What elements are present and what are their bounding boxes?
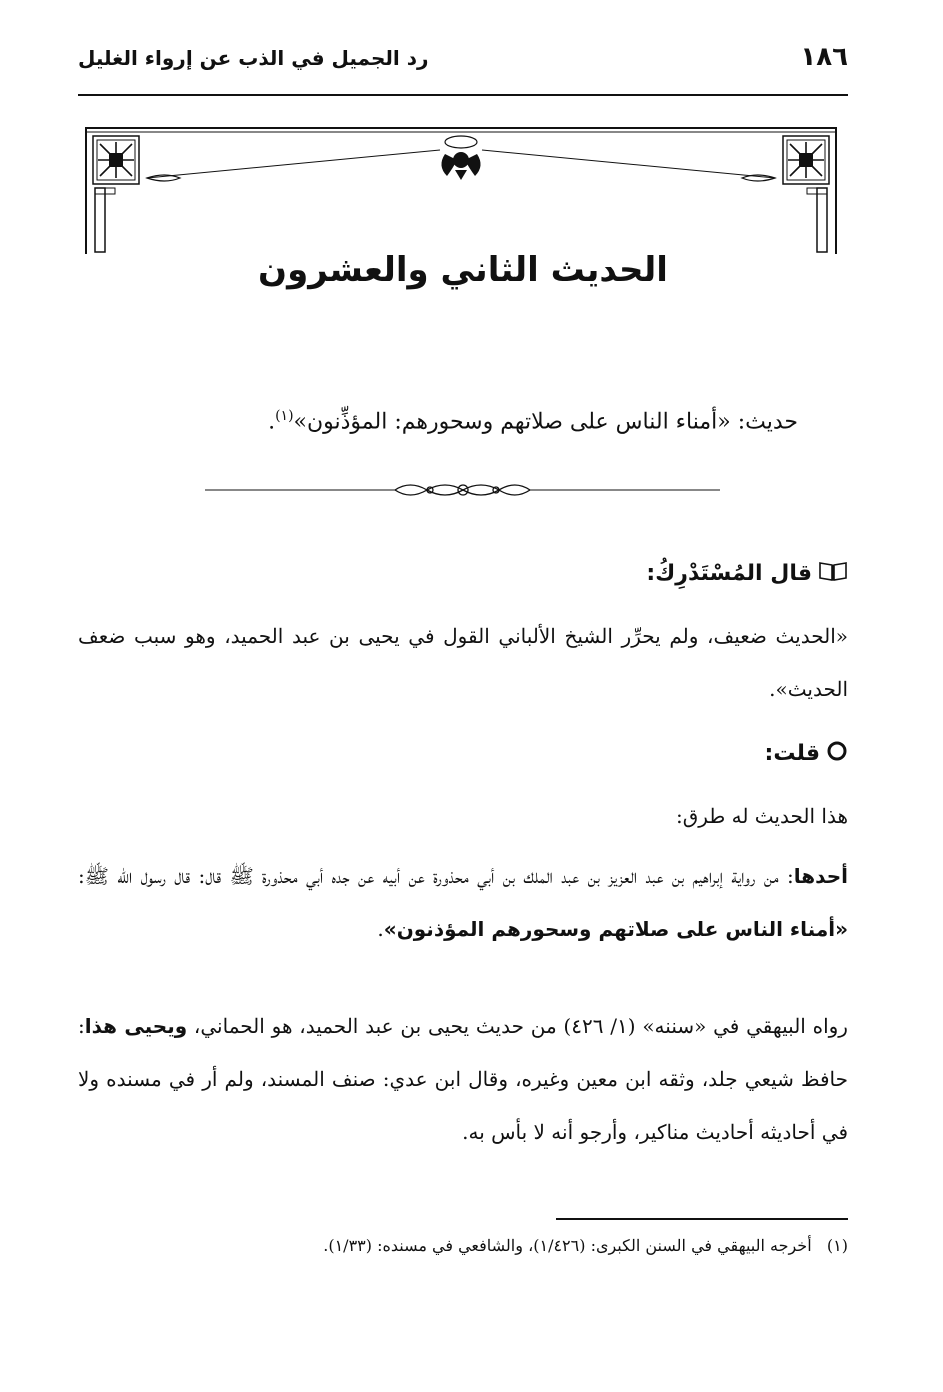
chapter-title: الحديث الثاني والعشرون [258,250,668,290]
footnote-ref[interactable]: (١) [275,408,294,424]
mustadrik-heading [78,560,848,588]
mustadrik-quote: «الحديث ضعيف، ولم يحرِّر الشيخ الألباني القول في يحيى بن عبد الحميد، وهو سبب ضعف الحديث». [78,624,848,701]
qultu-heading [78,740,848,768]
riwaya-text-start: رواه البيهقي في «سننه» (١/ ٤٢٦) من حديث يحيى بن عبد الحميد، هو الحماني، [187,1014,848,1038]
qultu-label: قلت: [764,741,820,766]
ornamental-frame-icon [85,126,837,256]
first-route-end: . [377,917,384,941]
qultu-intro: هذا الحديث له طرق: [676,804,848,828]
open-book-icon [818,560,848,588]
footnote-number: (١) [826,1236,848,1255]
footnote-rule [556,1218,848,1220]
mustadrik-label: قال المُسْتَدْرِكُ: [646,561,812,586]
hadith-quote: حديث: «أمناء الناس على صلاتهم وسحورهم: المؤذِّنون» [293,409,798,435]
riwaya-paragraph [78,1000,848,1159]
footnote-text: أخرجه البيهقي في السنن الكبرى: (١/٤٢٦)، والشافعي في مسنده: (١/٣٣). [323,1236,812,1255]
circle-bullet-icon [826,740,848,768]
ornamental-divider-icon [205,477,720,503]
first-route-quote: «أمناء الناس على صلاتهم وسحورهم المؤذنون» [383,917,848,941]
riwaya-text-end: : حافظ شيعي جلد، وثقه ابن معين وغيره، وقال ابن عدي: صنف المسند، ولم أر في مسنده ولا في أحاديثه أحاديث مناكير، وأرجو أنه لا بأس به. [78,1014,848,1144]
hadith-end: . [268,409,276,435]
page-number: ١٨٦ [800,42,848,72]
book-title: رد الجميل في الذب عن إرواء الغليل [78,46,429,70]
hadith-text [78,408,798,434]
riwaya-bold: ويحيى هذا [84,1014,188,1038]
running-header [78,38,848,88]
header-rule [78,94,848,96]
first-route-text: : من رواية إبراهيم بن عبد العزيز بن عبد الملك بن أبي محذورة عن أبيه عن جده أبي محذورة ﷺ قال: قال رسول الله ﷺ: [78,864,794,888]
first-route-paragraph [78,850,848,956]
first-route-label: أحدها [793,864,848,888]
footnote [78,1236,848,1255]
